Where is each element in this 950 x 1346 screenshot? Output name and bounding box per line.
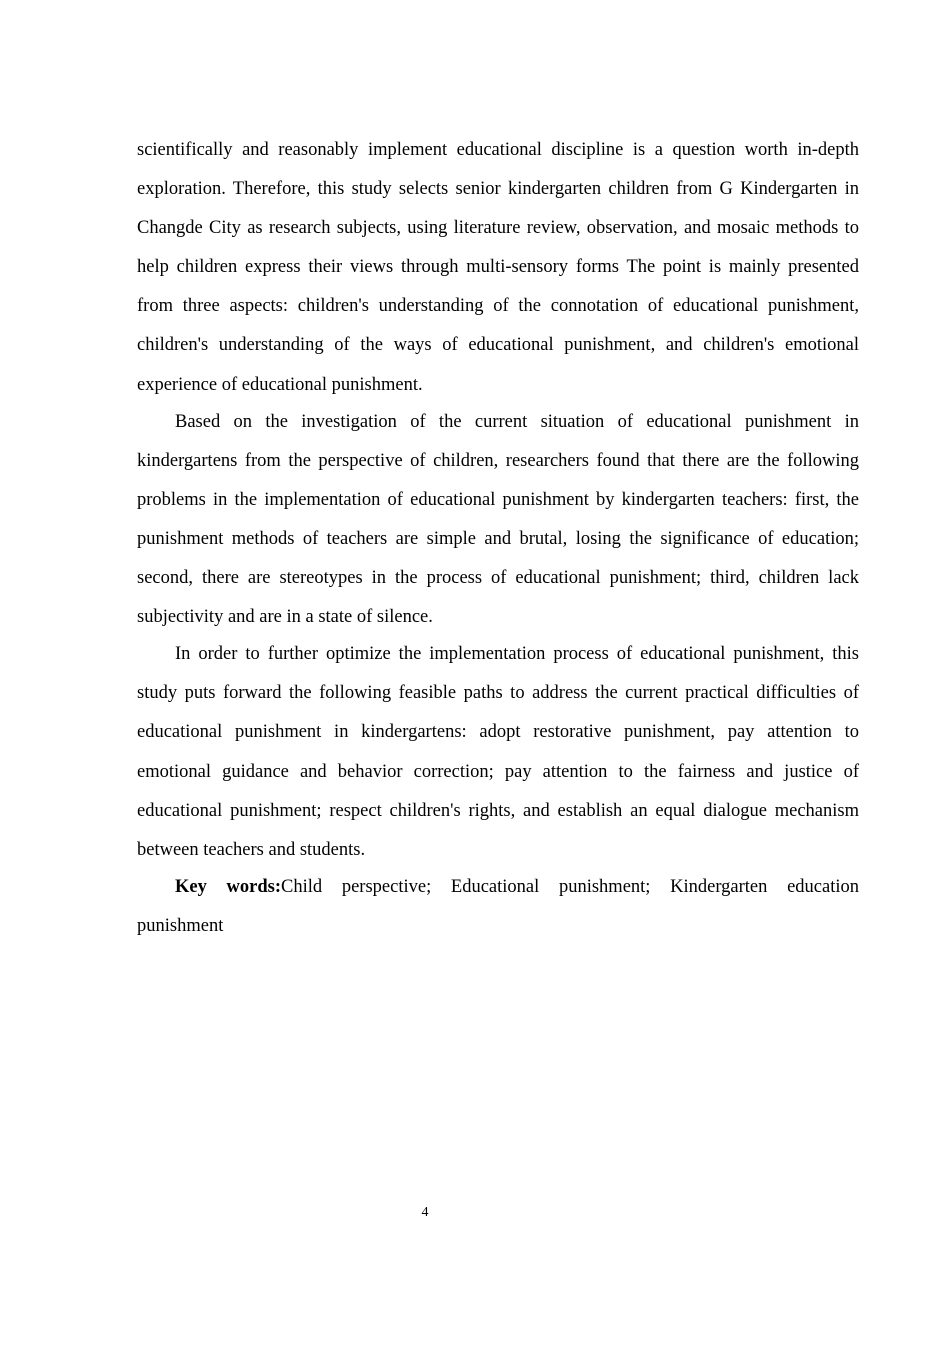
keywords-paragraph bbox=[137, 868, 859, 946]
keywords-text: Child perspective; Educational punishment; Kindergarten education punishment bbox=[137, 876, 859, 936]
abstract-paragraph-continuation: scientifically and reasonably implement educational discipline is a question worth in-depth exploration. Therefore, this study selects senior kindergarten children from G Kindergarten in Changde City as research subjects, using literature review, observation, and mosaic methods to help children express their views through multi-sensory forms The point is mainly presented from three aspects: children's understanding of the connotation of educational punishment, children's understanding of the ways of educational punishment, and children's emotional experience of educational punishment. bbox=[137, 140, 859, 395]
keywords-label: Key words: bbox=[175, 876, 282, 897]
page-number: 4 bbox=[421, 1205, 429, 1220]
abstract-paragraph-recommendations: In order to further optimize the implementation process of educational punishment, this study puts forward the following feasible paths to address the current practical difficulties of educational punishment in kindergartens: adopt restorative punishment, pay attention to emotional guidance and behavior correction; pay attention to the fairness and justice of educational punishment; respect children's rights, and establish an equal dialogue mechanism between teachers and students. bbox=[137, 644, 859, 860]
document-page bbox=[137, 131, 859, 946]
abstract-paragraph-findings: Based on the investigation of the current situation of educational punishment in kindergartens from the perspective of children, researchers found that there are the following problems in the implementation of educational punishment by kindergarten teachers: first, the punishment methods of teachers are simple and brutal, losing the significance of education; second, there are stereotypes in the process of educational punishment; third, children lack subjectivity and are in a state of silence. bbox=[137, 411, 859, 628]
